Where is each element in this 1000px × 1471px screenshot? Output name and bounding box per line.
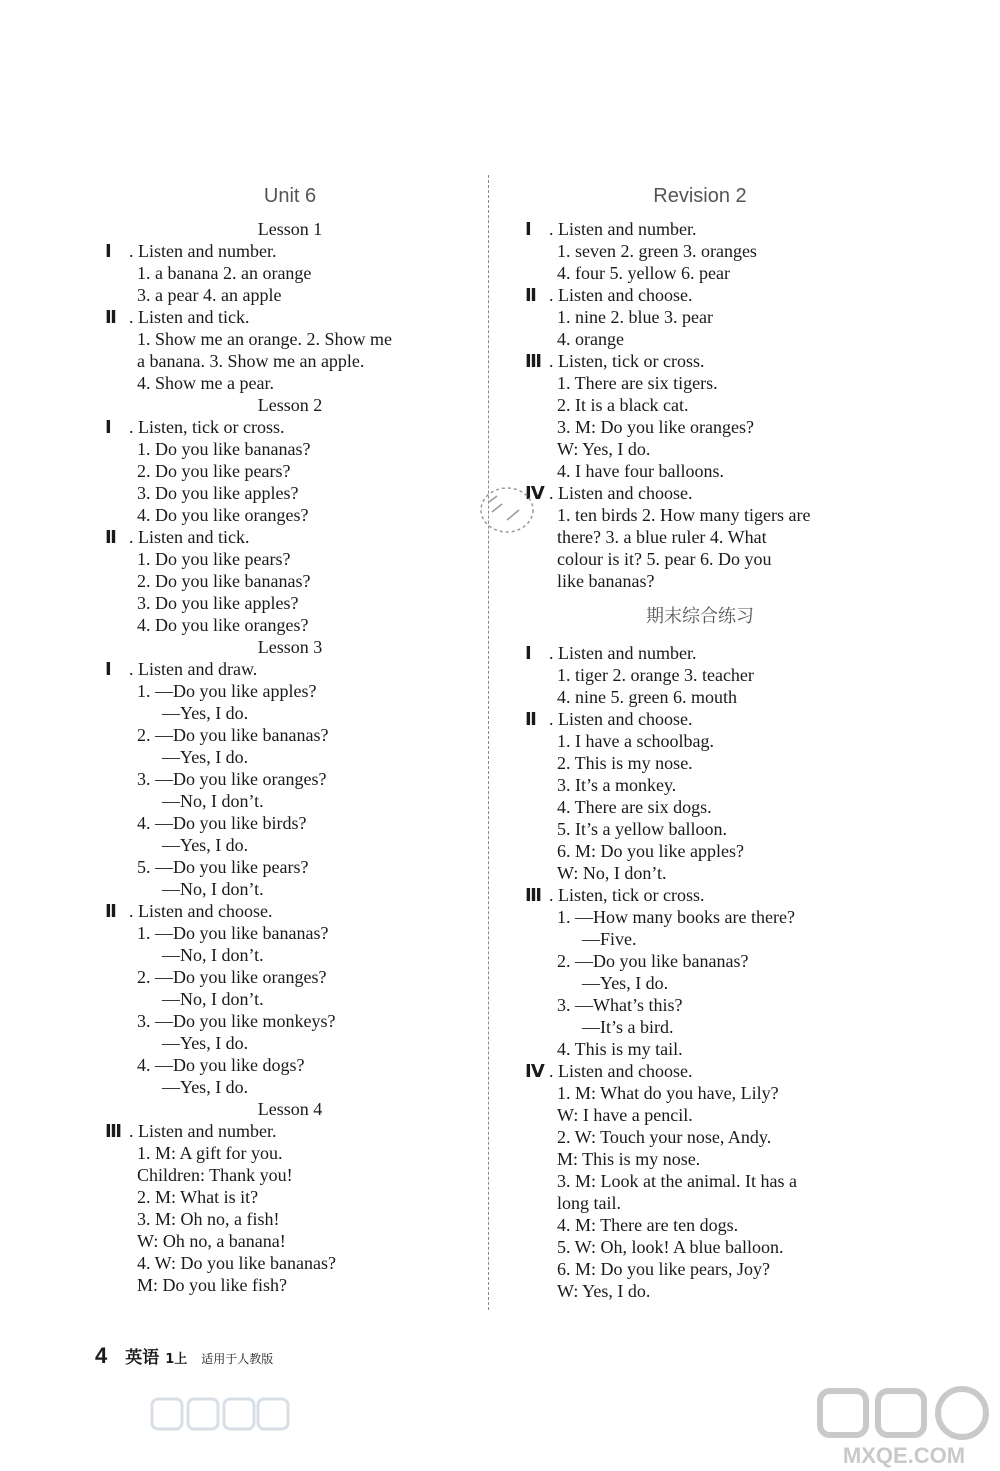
answer-line: 3. —Do you like oranges? (137, 769, 327, 789)
answer-line: 2. This is my nose. (557, 753, 693, 773)
section-heading (100, 526, 480, 548)
section-label: . Listen and tick. (129, 307, 250, 327)
answer-line: 4. four 5. yellow 6. pear (557, 263, 730, 283)
section-heading (520, 708, 880, 730)
final-exercise-title: 期末综合练习 (646, 606, 754, 627)
lesson-heading: Lesson 1 (257, 219, 323, 239)
lesson-heading: Lesson 4 (257, 1099, 323, 1119)
answer-line: 1. —Do you like apples? (137, 681, 317, 701)
answer-line: 4. nine 5. green 6. mouth (557, 687, 737, 707)
section-label: . Listen, tick or cross. (129, 417, 285, 437)
section-numeral: Ⅱ (105, 901, 117, 921)
answer-line: 3. M: Oh no, a fish! (137, 1209, 280, 1229)
answer-line: a banana. 3. Show me an apple. (137, 351, 365, 371)
answer-line: 2. It is a black cat. (557, 395, 689, 415)
answer-line: —Yes, I do. (162, 1077, 249, 1097)
section-heading (520, 284, 880, 306)
answer-line: 2. M: What is it? (137, 1187, 259, 1207)
answer-line: 4. —Do you like dogs? (137, 1055, 305, 1075)
answer-line: 4. Do you like oranges? (137, 505, 309, 525)
answer-line: 4. I have four balloons. (557, 461, 724, 481)
lesson-heading: Lesson 3 (257, 637, 323, 657)
answer-line: 5. W: Oh, look! A blue balloon. (557, 1237, 784, 1257)
section-heading (520, 642, 880, 664)
answer-line: —Yes, I do. (162, 747, 249, 767)
answer-line: like bananas? (557, 571, 655, 591)
answer-line: 1. seven 2. green 3. oranges (557, 241, 757, 261)
answer-line: 1. Show me an orange. 2. Show me (137, 329, 392, 349)
section-label: . Listen and choose. (549, 1061, 693, 1081)
answer-line: 4. There are six dogs. (557, 797, 712, 817)
answer-line: 1. Do you like bananas? (137, 439, 311, 459)
section-numeral: Ⅰ (105, 241, 112, 261)
answer-line: 3. Do you like apples? (137, 593, 299, 613)
answer-line: 1. I have a schoolbag. (557, 731, 714, 751)
section-label: . Listen and choose. (549, 285, 693, 305)
answer-line: M: Do you like fish? (137, 1275, 287, 1295)
answer-line: —Yes, I do. (162, 835, 249, 855)
unit-title: Unit 6 (263, 185, 317, 207)
answer-line: 1. Do you like pears? (137, 549, 291, 569)
edition-label: 适用于人教版 (201, 1352, 274, 1366)
watermark-logo-icon (812, 1385, 997, 1470)
answer-line: —Yes, I do. (582, 973, 669, 993)
answer-line: 4. Show me a pear. (137, 373, 274, 393)
answer-line: 3. —Do you like monkeys? (137, 1011, 336, 1031)
answer-line: colour is it? 5. pear 6. Do you (557, 549, 772, 569)
answer-line: 3. Do you like apples? (137, 483, 299, 503)
section-label: . Listen and number. (129, 1121, 277, 1141)
left-answer-list (100, 218, 480, 1296)
answer-line: —No, I don’t. (162, 945, 264, 965)
section-numeral: Ⅲ (525, 885, 543, 905)
answer-line: W: No, I don’t. (557, 863, 667, 883)
answer-line: 1. There are six tigers. (557, 373, 718, 393)
page-footer (95, 1343, 273, 1367)
answer-line: 5. It’s a yellow balloon. (557, 819, 727, 839)
section-label: . Listen and choose. (549, 483, 693, 503)
section-numeral: Ⅲ (525, 351, 543, 371)
subject-label: 英语 (125, 1348, 160, 1368)
answer-line: —Five. (582, 929, 637, 949)
section-numeral: Ⅱ (525, 285, 537, 305)
answer-line: —No, I don’t. (162, 989, 264, 1009)
answer-line: 1. a banana 2. an orange (137, 263, 312, 283)
answer-line: 2. —Do you like oranges? (137, 967, 327, 987)
answer-line: 3. M: Do you like oranges? (557, 417, 754, 437)
right-column (520, 180, 880, 1302)
answer-line: 2. Do you like pears? (137, 461, 291, 481)
faint-stamp-icon (477, 482, 537, 537)
answer-line: 2. —Do you like bananas? (557, 951, 749, 971)
answer-line: 3. a pear 4. an apple (137, 285, 282, 305)
answer-line: 6. M: Do you like apples? (557, 841, 744, 861)
answer-line: 2. W: Touch your nose, Andy. (557, 1127, 772, 1147)
answer-line: —Yes, I do. (162, 703, 249, 723)
section-heading (520, 350, 880, 372)
answer-line: W: I have a pencil. (557, 1105, 693, 1125)
answer-line: there? 3. a blue ruler 4. What (557, 527, 767, 547)
grade-label: 1上 (165, 1352, 188, 1367)
section-numeral: Ⅳ (525, 483, 545, 503)
section-label: . Listen and choose. (129, 901, 273, 921)
answer-line: —No, I don’t. (162, 879, 264, 899)
answer-line: W: Yes, I do. (557, 439, 651, 459)
section-heading (520, 218, 880, 240)
section-heading (100, 658, 480, 680)
answer-line: 1. ten birds 2. How many tigers are (557, 505, 811, 525)
section-numeral: Ⅱ (525, 709, 537, 729)
page-number: 4 (95, 1343, 108, 1368)
answer-line: 4. orange (557, 329, 624, 349)
answer-line: 4. M: There are ten dogs. (557, 1215, 739, 1235)
answer-line: 2. —Do you like bananas? (137, 725, 329, 745)
section-label: . Listen and choose. (549, 709, 693, 729)
final-exercise-answer-list (520, 642, 880, 1302)
answer-line: 4. —Do you like birds? (137, 813, 307, 833)
section-label: . Listen and draw. (129, 659, 258, 679)
section-heading (100, 240, 480, 262)
faint-logo-icon (150, 1395, 290, 1435)
section-heading (520, 1060, 880, 1082)
answer-line: Children: Thank you! (137, 1165, 293, 1185)
section-numeral: Ⅰ (525, 219, 532, 239)
section-label: . Listen and number. (549, 643, 697, 663)
answer-line: 1. M: A gift for you. (137, 1143, 283, 1163)
section-numeral: Ⅰ (105, 659, 112, 679)
section-numeral: Ⅱ (105, 527, 117, 547)
revision-title: Revision 2 (653, 185, 747, 207)
svg-text:MXQE.COM: MXQE.COM (842, 1443, 966, 1468)
answer-line: 3. —What’s this? (557, 995, 683, 1015)
answer-line: 4. W: Do you like bananas? (137, 1253, 336, 1273)
answer-line: 3. It’s a monkey. (557, 775, 677, 795)
answer-line: 1. M: What do you have, Lily? (557, 1083, 779, 1103)
answer-line: 6. M: Do you like pears, Joy? (557, 1259, 770, 1279)
answer-line: —No, I don’t. (162, 791, 264, 811)
answer-line: 1. tiger 2. orange 3. teacher (557, 665, 754, 685)
section-heading (100, 1120, 480, 1142)
section-label: . Listen, tick or cross. (549, 885, 705, 905)
section-label: . Listen and number. (549, 219, 697, 239)
answer-line: 4. Do you like oranges? (137, 615, 309, 635)
section-heading (100, 900, 480, 922)
answer-line: 3. M: Look at the animal. It has a (557, 1171, 797, 1191)
answer-line: 2. Do you like bananas? (137, 571, 311, 591)
answer-line: —Yes, I do. (162, 1033, 249, 1053)
section-heading (100, 416, 480, 438)
answer-line: 1. nine 2. blue 3. pear (557, 307, 713, 327)
section-numeral: Ⅱ (105, 307, 117, 327)
answer-line: 1. —How many books are there? (557, 907, 795, 927)
column-divider (488, 175, 489, 1310)
answer-line: 1. —Do you like bananas? (137, 923, 329, 943)
section-numeral: Ⅰ (525, 643, 532, 663)
section-numeral: Ⅰ (105, 417, 112, 437)
section-heading (520, 884, 880, 906)
answer-line: —It’s a bird. (582, 1017, 674, 1037)
answer-line: M: This is my nose. (557, 1149, 701, 1169)
left-column (100, 180, 480, 1296)
answer-line: 4. This is my tail. (557, 1039, 683, 1059)
section-label: . Listen and number. (129, 241, 277, 261)
section-heading (100, 306, 480, 328)
answer-line: 5. —Do you like pears? (137, 857, 309, 877)
section-numeral: Ⅲ (105, 1121, 123, 1141)
lesson-heading: Lesson 2 (257, 395, 323, 415)
answer-line: W: Oh no, a banana! (137, 1231, 286, 1251)
section-heading (520, 482, 880, 504)
answer-line: long tail. (557, 1193, 621, 1213)
answer-line: W: Yes, I do. (557, 1281, 651, 1301)
section-label: . Listen and tick. (129, 527, 250, 547)
section-numeral: Ⅳ (525, 1061, 545, 1081)
section-label: . Listen, tick or cross. (549, 351, 705, 371)
revision-answer-list (520, 218, 880, 592)
